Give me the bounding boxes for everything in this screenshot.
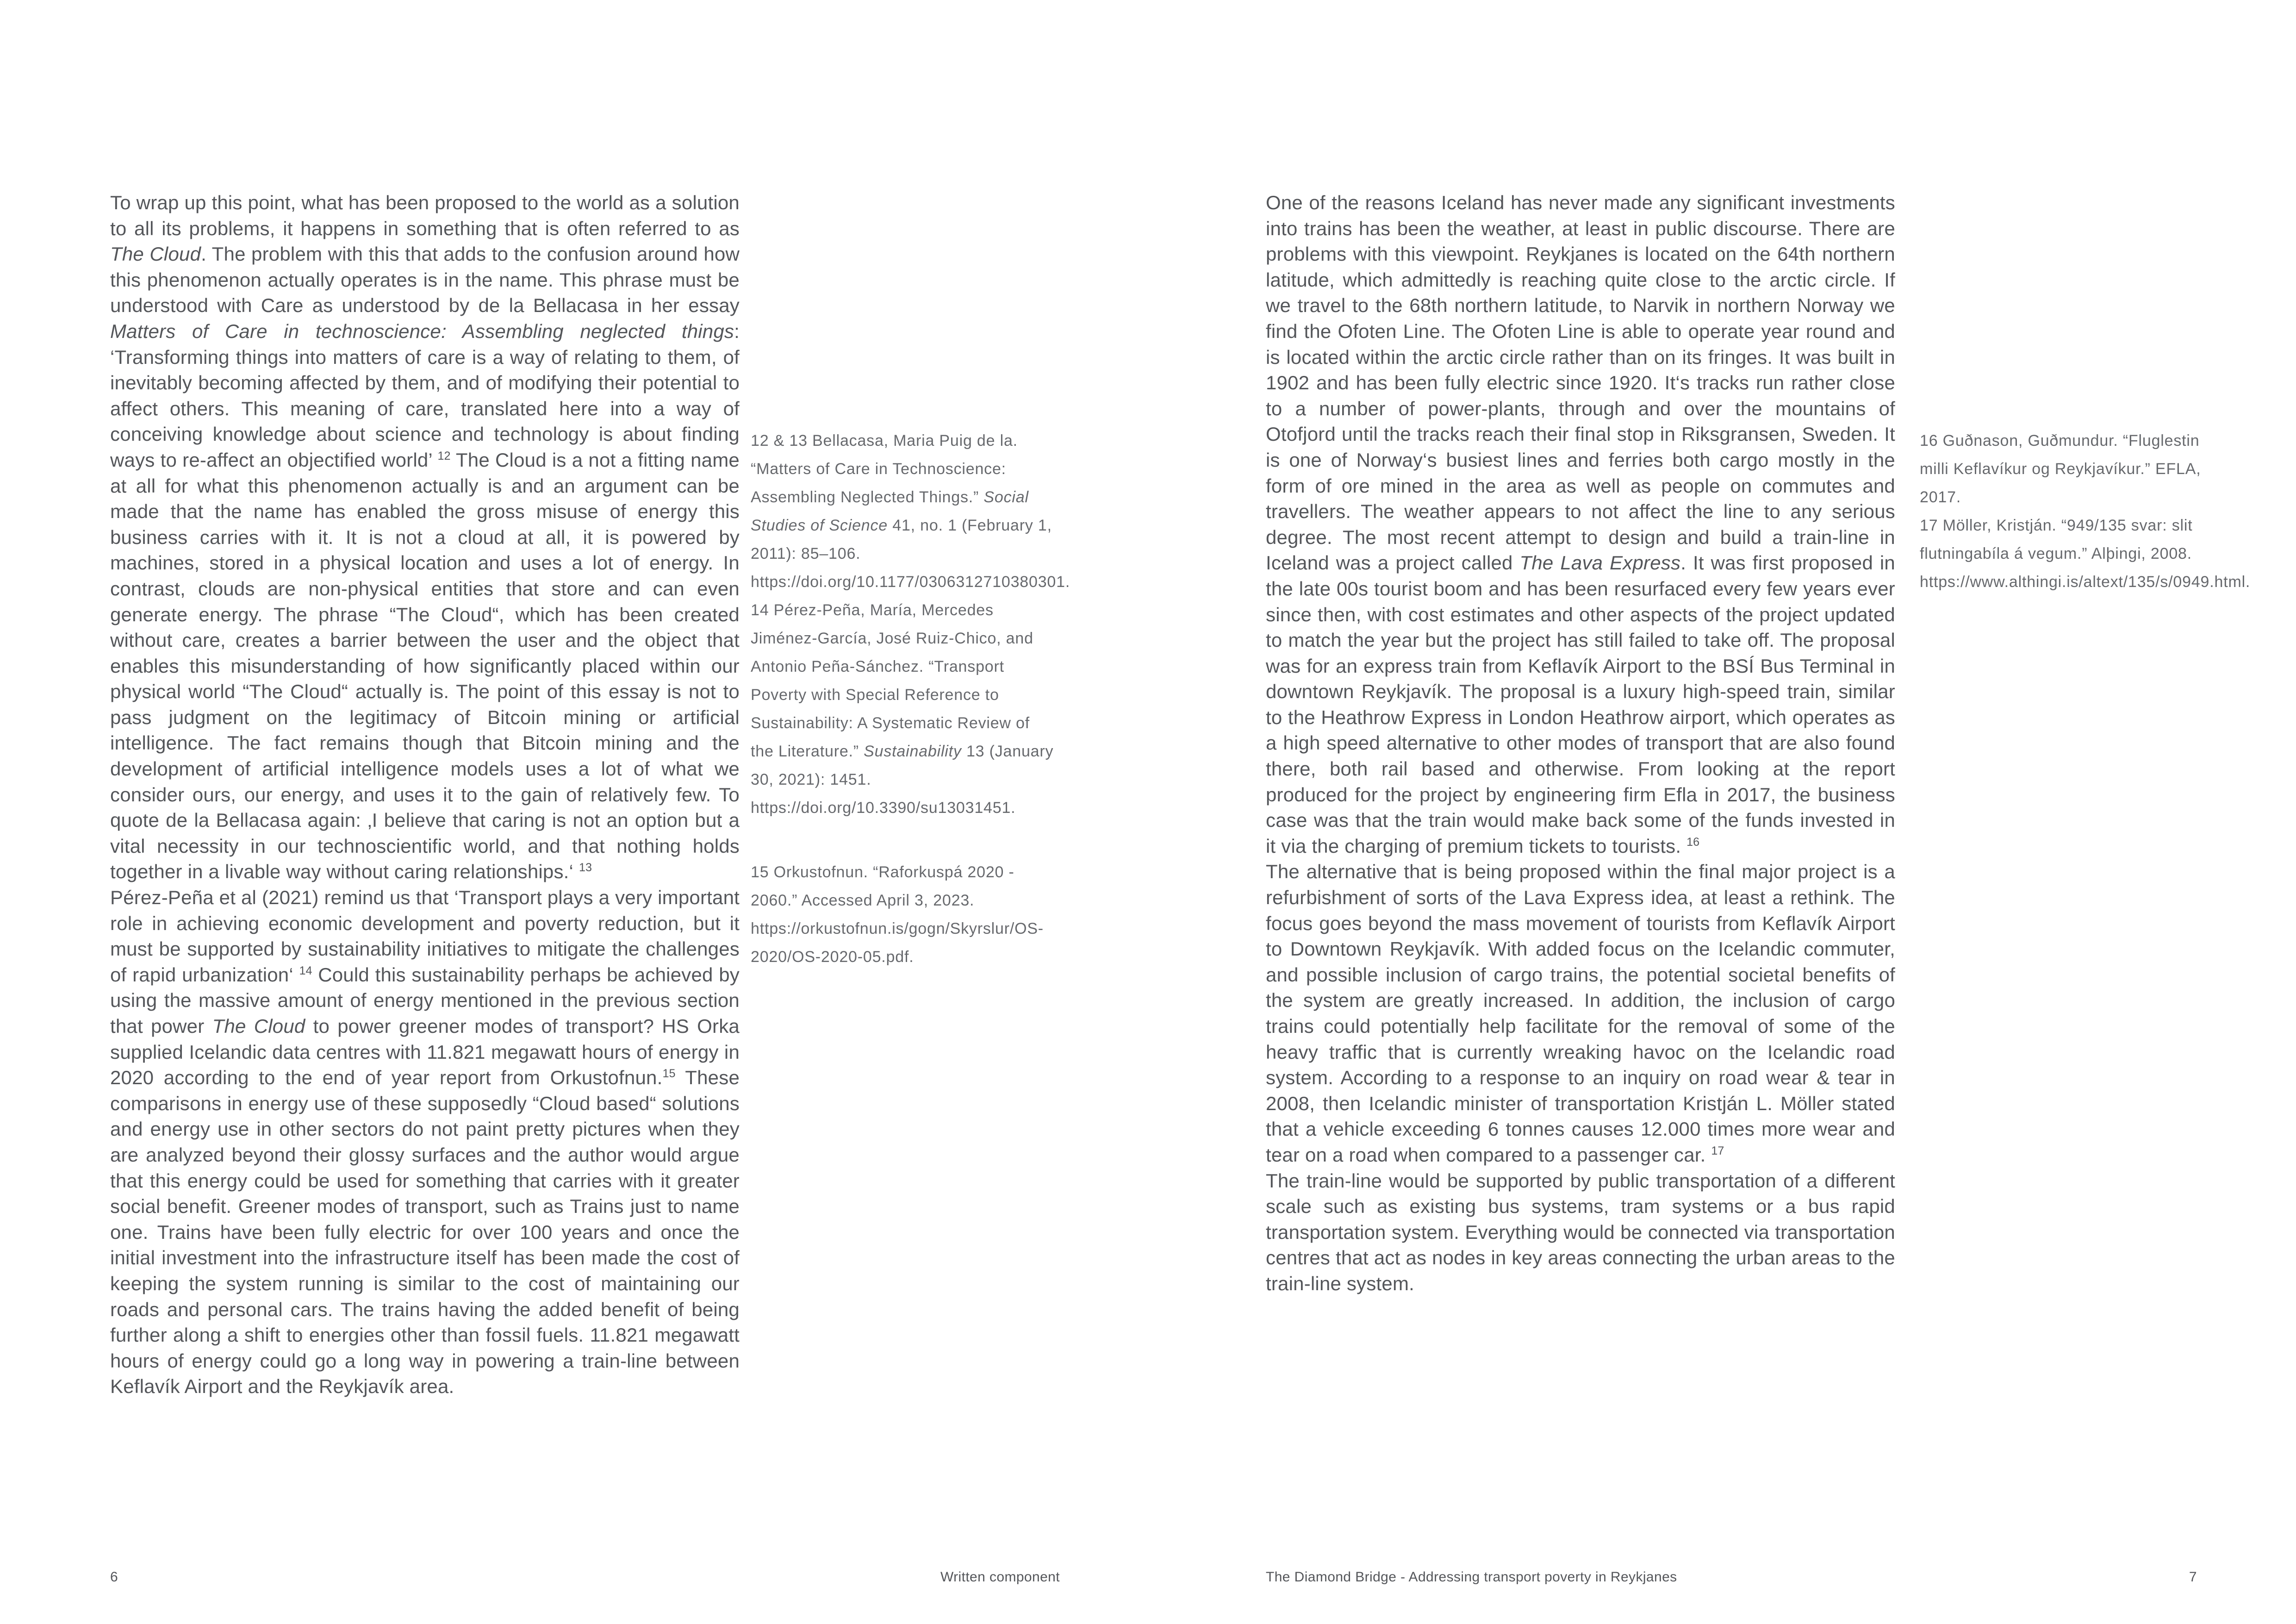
left-footer-section-label: Written component — [940, 1569, 1060, 1585]
text-run: 17 Möller, Kristján. “949/135 svar: slit flutningabíla á vegum.” Alþingi, 2008. https://www.althingi.is/altext/135/s/0949.html. — [1920, 517, 2251, 591]
footnote-reference: 17 — [1711, 1144, 1724, 1157]
right-page-body-column — [1266, 190, 1895, 1297]
text-run: The Cloud — [110, 243, 201, 265]
text-run: 41, no. 1 (February 1, 2011): 85–106. https://doi.org/10.1177/0306312710380301. — [751, 517, 1070, 591]
left-page-number: 6 — [110, 1569, 118, 1585]
right-page-number: 7 — [2189, 1569, 2197, 1585]
text-run: to power greener modes of transport? HS Orka supplied Icelandic data centres with 11.821 megawatt hours of energy in 2020 according to the end of year report from Orkustofnun. — [110, 1015, 740, 1089]
text-run: . The problem with this that adds to the confusion around how this phenomenon actually operates is in the name. This phrase must be understood with Care as understood by de la Bellacasa in her essay — [110, 243, 740, 317]
text-run: The Cloud is a not a fitting name at all for what this phenomenon actually is and an argument can be made that the name has enabled the gross misuse of energy this business carries with it. It is not a cloud at all, it is powered by machines, stored in a physical location and uses a lot of energy. In contrast, clouds are non-physical entities that store and can even generate energy. The phrase “The Cloud“, which has been created without care, creates a barrier between the user and the object that enables this misunderstanding of how significantly placed within our physical world “The Cloud“ actually is. The point of this essay is not to pass judgment on the legitimacy of Bitcoin mining or artificial intelligence. The fact remains though that Bitcoin mining and the development of artificial intelligence models uses a lot of what we consider ours, our energy, and uses it to the gain of relatively few. To quote de la Bellacasa again: ‚I believe that caring is not an option but a vital necessity in our technoscientific world, and that nothing holds together in a livable way without caring relationships.‘ — [110, 449, 740, 883]
footnote-entry — [1920, 427, 2223, 512]
right-page-footnote-column — [1920, 427, 2251, 596]
footnote-entry — [751, 596, 1054, 822]
text-run: Sustainability — [864, 743, 962, 760]
text-run: To wrap up this point, what has been proposed to the world as a solution to all its problems, it happens in something that is often referred to as — [110, 192, 740, 239]
text-run: One of the reasons Iceland has never made any significant investments into trains has been the weather, at least in public discourse. There are problems with this viewpoint. Reykjanes is located on the 64th northern latitude, which admittedly is reaching quite close to the arctic circle. If we travel to the 68th northern latitude, to Narvik in northern Norway we find the Ofoten Line. The Ofoten Line is able to operate year round and is located within the arctic circle rather than on its fringes. It was built in 1902 and has been fully electric since 1920. It‘s tracks run rather close to a number of power-plants, through and over the mountains of Otofjord until the tracks reach their final stop in Riksgransen, Sweden. It is one of Norway‘s busiest lines and ferries both cargo mostly in the form of ore mined in the area as well as people on commutes and travellers. The weather appears to not affect the line to any serious degree. The most recent attempt to design and build a train-line in Iceland was a project called — [1266, 192, 1895, 574]
right-page-footer — [1266, 1569, 2197, 1585]
text-run: The Cloud — [212, 1015, 305, 1037]
footnote-reference: 13 — [579, 861, 592, 874]
body-paragraph — [110, 885, 740, 1399]
text-run: Pérez-Peña et al (2021) remind us that ‘Transport plays a very important role in achieving economic development and poverty reduction, but it must be supported by sustainability initiatives to mitigate the challenges of rapid urbanization‘ — [110, 887, 740, 986]
footnote-reference: 16 — [1686, 835, 1700, 849]
text-run: The alternative that is being proposed within the final major project is a refurbishment of sorts of the Lava Express idea, at least a rethink. The focus goes beyond the mass movement of tourists from Keflavík Airport to Downtown Reykjavík. With added focus on the Icelandic commuter, and possible inclusion of cargo trains, the potential societal benefits of the system are greatly increased. In addition, the inclusion of cargo trains could potentially help facilitate for the removal of some of the heavy traffic that is currently wreaking havoc on the Icelandic road system. According to a response to an inquiry on road wear & tear in 2008, then Icelandic minister of transportation Kristján L. Möller stated that a vehicle exceeding 6 tonnes causes 12.000 times more wear and tear on a road when compared to a passenger car. — [1266, 861, 1895, 1166]
left-page-footnote-column — [751, 427, 1070, 971]
footnote-reference: 12 — [437, 449, 451, 462]
text-run: . It was first proposed in the late 00s tourist boom and has been resurfaced every few years ever since then, with cost estimates and other aspects of the project updated to match the year but the project has still failed to take off. The proposal was for an express train from Keflavík Airport to the BSÍ Bus Terminal in downtown Reykjavík. The proposal is a luxury high-speed train, similar to the Heathrow Express in London Heathrow airport, which operates as a high speed alternative to other modes of transport that are also found there, both rail based and otherwise. From looking at the report produced for the project by engineering firm Efla in 2017, the business case was that the train would make back some of the funds invested in it via the charging of premium tickets to tourists. — [1266, 552, 1895, 857]
body-paragraph — [1266, 190, 1895, 859]
text-run: : ‘Transforming things into matters of care is a way of relating to them, of inevitably becoming affected by them, and of modifying their potential to affect others. This meaning of care, translated here into a way of conceiving knowledge about science and technology is about finding ways to re-affect an objectified world’ — [110, 320, 740, 471]
footnote-group — [751, 858, 1054, 971]
text-run: Could this sustainability perhaps be achieved by using the massive amount of energy mentioned in the previous section that power — [110, 963, 740, 1037]
text-run: The train-line would be supported by public transportation of a different scale such as existing bus systems, tram systems or a bus rapid transportation system. Everything would be connected via transportation centres that act as nodes in key areas connecting the urban areas to the train-line system. — [1266, 1169, 1895, 1294]
text-run: 15 Orkustofnun. “Raforkuspá 2020 - 2060.” Accessed April 3, 2023. https://orkustofnun.is/gogn/Skyrslur/OS-2020/OS-2020-05.pdf. — [751, 863, 1044, 966]
text-run: 16 Guðnason, Guðmundur. “Fluglestin milli Keflavíkur og Reykjavíkur.” EFLA, 2017. — [1920, 432, 2201, 506]
body-paragraph — [1266, 1168, 1895, 1297]
text-run: 12 & 13 Bellacasa, Maria Puig de la. “Matters of Care in Technoscience: Assembling Neglected Things.” — [751, 432, 1018, 506]
right-footer-section-label: The Diamond Bridge - Addressing transport poverty in Reykjanes — [1266, 1569, 1677, 1585]
left-page-body-column — [110, 190, 740, 1399]
body-paragraph — [1266, 859, 1895, 1168]
footnote-entry — [751, 427, 1070, 596]
footnote-group — [751, 427, 1070, 822]
footnote-reference: 14 — [299, 964, 312, 977]
footnote-entry — [751, 858, 1054, 971]
text-run: 14 Pérez-Peña, María, Mercedes Jiménez-García, José Ruiz-Chico, and Antonio Peña-Sánchez. “Transport Poverty with Special Reference to Sustainability: A Systematic Review of the Literature.” — [751, 601, 1033, 760]
footnote-entry — [1920, 512, 2251, 596]
body-paragraph — [110, 190, 740, 885]
text-run: These comparisons in energy use of these supposedly “Cloud based“ solutions and energy use in other sectors do not paint pretty pictures when they are analyzed beyond their glossy surfaces and the author would argue that this energy could be used for something that carries with it greater social benefit. Greener modes of transport, such as Trains just to name one. Trains have been fully electric for over 100 years and once the initial investment into the infrastructure itself has been made the cost of keeping the system running is similar to the cost of maintaining our roads and personal cars. The trains having the added benefit of being further along a shift to energies other than fossil fuels. 11.821 megawatt hours of energy could go a long way in powering a train-line between Keflavík Airport and the Reykjavík area. — [110, 1067, 740, 1398]
text-run: Social Studies of Science — [751, 488, 1029, 534]
footnote-group — [1920, 427, 2251, 596]
text-run: Matters of Care in technoscience: Assembling neglected things — [110, 320, 734, 342]
left-page-footer — [110, 1569, 1060, 1585]
text-run: 13 (January 30, 2021): 1451. https://doi.org/10.3390/su13031451. — [751, 743, 1054, 817]
text-run: The Lava Express — [1519, 552, 1681, 574]
footnote-reference: 15 — [662, 1067, 676, 1081]
